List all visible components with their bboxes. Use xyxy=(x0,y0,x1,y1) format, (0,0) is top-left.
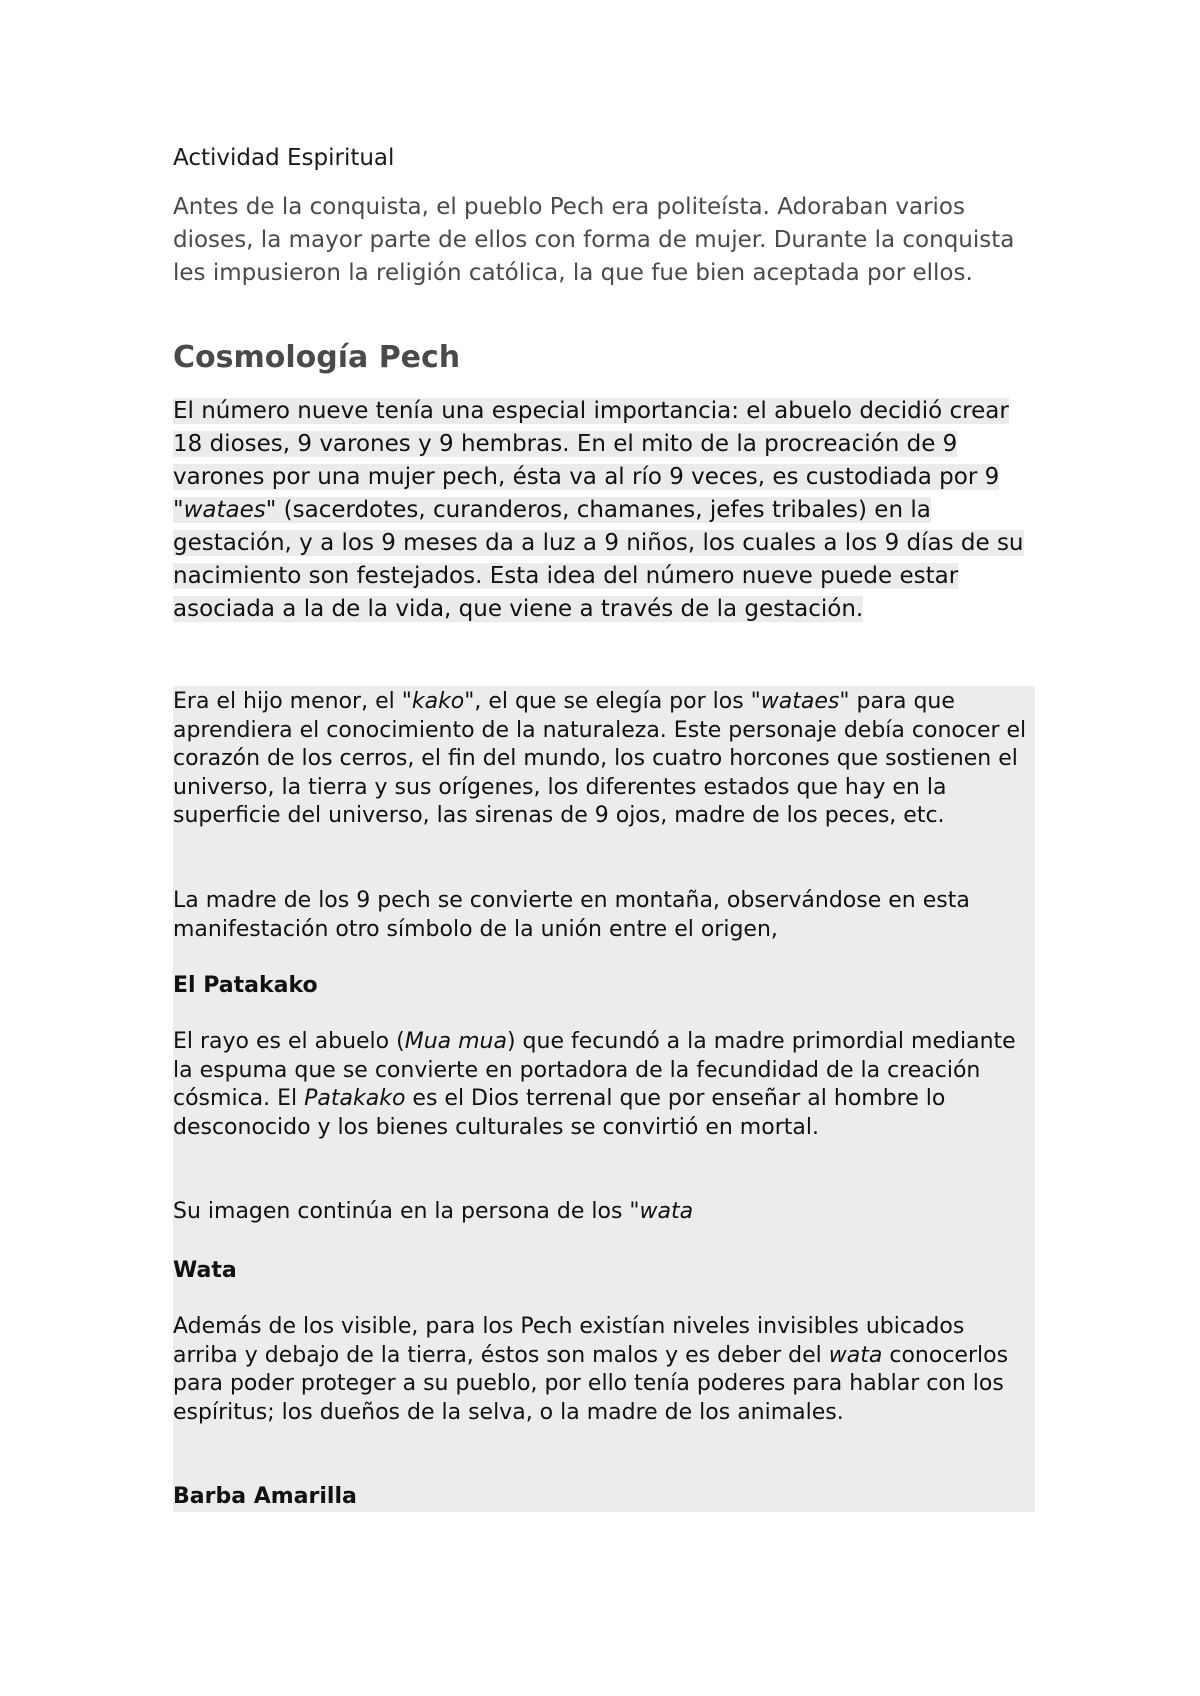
image-paragraph xyxy=(173,1198,1035,1227)
patakako-text-2: ) que fecundó a la madre primordial mediante la espuma que se convierte en portadora de la fecundidad de la creación cósmica. El xyxy=(173,1029,1016,1111)
wata-heading: Wata xyxy=(173,1258,237,1283)
image-text-1: Su imagen continúa en la persona de los " xyxy=(173,1199,640,1224)
wata-text-1: Además de los visible, para los Pech existían niveles invisibles ubicados arriba y debajo de la tierra, éstos son malos y es deber del xyxy=(173,1314,965,1368)
wata-term: wata xyxy=(828,1342,883,1368)
kako-text-3: " para que aprendiera el conocimiento de la naturaleza. Este personaje debía conocer el corazón de los cerros, el fin del mundo, los cuatro horcones que sostienen el universo, la tierra y sus orígenes, los diferentes estados que hay en la superficie del universo, las sirenas de 9 ojos, madre de los peces, etc. xyxy=(173,689,1027,828)
intro-paragraph: Antes de la conquista, el pueblo Pech era politeísta. Adoraban varios dioses, la mayor parte de ellos con forma de mujer. Durante la conquista les impusieron la religión católica, la que fue bien aceptada por ellos. xyxy=(173,194,1015,286)
cosmology-heading: Cosmología Pech xyxy=(173,340,461,375)
kako-paragraph xyxy=(173,688,1035,831)
mountain-paragraph: La madre de los 9 pech se convierte en montaña, observándose en esta manifestación otro símbolo de la unión entre el origen, xyxy=(173,888,970,942)
number-nine-paragraph xyxy=(173,395,1035,626)
patakako-heading: El Patakako xyxy=(173,973,318,998)
patakako-paragraph xyxy=(173,1028,1035,1142)
wataes-term: wataes xyxy=(760,689,840,714)
number-nine-highlight xyxy=(173,398,1024,622)
wata-text-2: conocerlos para poder proteger a su pueblo, por ello tenía poderes para hablar con los espíritus; los dueños de la selva, o la madre de los animales. xyxy=(173,1342,1009,1425)
highlighted-text-block xyxy=(173,686,1035,1512)
number-nine-text-2: " (sacerdotes, curanderos, chamanes, jefes tribales) en la gestación, y a los 9 meses da a luz a 9 niños, los cuales a los 9 días de su nacimiento son festejados. Esta idea del número nueve puede estar asociada a la de la vida, que viene a través de la gestación. xyxy=(173,497,1024,622)
patakako-text-1: El rayo es el abuelo ( xyxy=(173,1029,405,1054)
section-title: Actividad Espiritual xyxy=(173,145,395,171)
patakako-term: Patakako xyxy=(304,1086,406,1111)
wataes-term: wataes xyxy=(183,497,266,523)
wata-paragraph xyxy=(173,1313,1035,1427)
barba-amarilla-heading: Barba Amarilla xyxy=(173,1484,357,1509)
patakako-text-3: es el Dios terrenal que por enseñar al hombre lo desconocido y los bienes culturales se convirtió en mortal. xyxy=(173,1086,946,1140)
mua-mua-term: Mua mua xyxy=(404,1029,507,1054)
number-nine-text-1: El número nueve tenía una especial importancia: el abuelo decidió crear 18 dioses, 9 varones y 9 hembras. En el mito de la procreación de 9 varones por una mujer pech, ésta va al río 9 veces, es custodiada por 9 " xyxy=(173,398,1009,523)
kako-text-1: Era el hijo menor, el " xyxy=(173,689,412,714)
wata-term: wata xyxy=(639,1199,694,1224)
kako-term: kako xyxy=(411,689,465,714)
kako-text-2: ", el que se elegía por los " xyxy=(464,689,761,714)
